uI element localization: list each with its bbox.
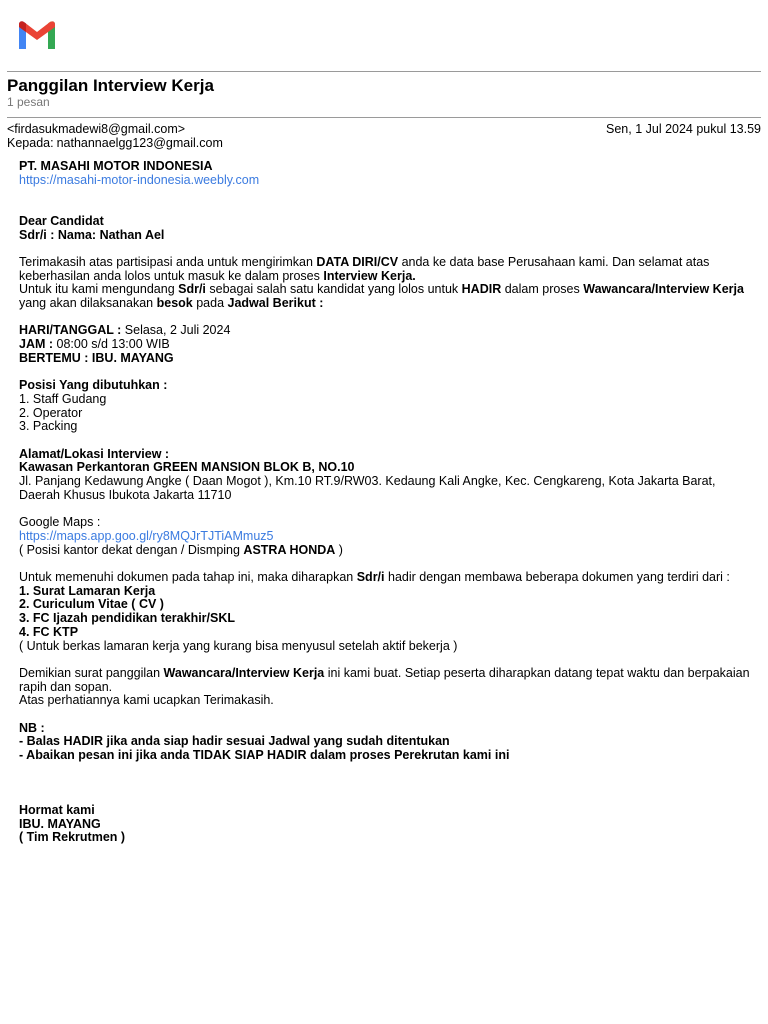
- greeting: Dear Candidat: [19, 213, 104, 228]
- email-body: [19, 160, 757, 845]
- recipient-address: nathannaelgg123@gmail.com: [56, 136, 223, 150]
- sender-address: <firdasukmadewi8@gmail.com>: [7, 122, 186, 136]
- schedule-date: HARI/TANGGAL : Selasa, 2 Juli 2024: [19, 323, 231, 338]
- header-divider-bottom: [7, 117, 761, 118]
- closing-thanks: Atas perhatiannya kami ucapkan Terimakasih.: [19, 693, 274, 708]
- message-count: 1 pesan: [7, 95, 50, 109]
- signature-line: ( Tim Rekrutmen ): [19, 830, 126, 845]
- documents-intro: Untuk memenuhi dokumen pada tahap ini, maka diharapkan Sdr/i hadir dengan membawa beberapa dokumen yang terdiri dari :: [19, 569, 730, 584]
- nb-item: - Balas HADIR jika anda siap hadir sesuai Jadwal yang sudah ditentukan: [19, 734, 450, 749]
- maps-link[interactable]: https://maps.app.goo.gl/ry8MQJrTJTiAMmuz5: [19, 528, 274, 543]
- location-title: Alamat/Lokasi Interview :: [19, 446, 170, 461]
- document-item: 1. Surat Lamaran Kerja: [19, 583, 156, 598]
- document-item: 3. FC Ijazah pendidikan terakhir/SKL: [19, 611, 236, 626]
- intro-paragraph: Terimakasih atas partisipasi anda untuk mengirimkan DATA DIRI/CV anda ke data base Perusahaan kami. Dan selamat atas keberhasilan anda lolos untuk masuk ke dalam proses Interview Kerja.: [19, 254, 710, 283]
- signature-line: IBU. MAYANG: [19, 816, 101, 831]
- nb-item: - Abaikan pesan ini jika anda TIDAK SIAP HADIR dalam proses Perekrutan kami ini: [19, 748, 510, 763]
- positions-title: Posisi Yang dibutuhkan :: [19, 378, 168, 393]
- header-divider-top: [7, 71, 761, 72]
- location-address: Jl. Panjang Kedawung Angke ( Daan Mogot ), Km.10 RT.9/RW03. Kedaung Kali Angke, Kec. Cengkareng, Kota Jakarta Barat, Daerah Khusus Ibukota Jakarta 11710: [19, 474, 716, 502]
- schedule-time: JAM : 08:00 s/d 13:00 WIB: [19, 337, 170, 352]
- invitation-paragraph: Untuk itu kami mengundang Sdr/i sebagai salah satu kandidat yang lolos untuk HADIR dalam proses Wawancara/Interview Kerja yang akan dilaksanakan besok pada Jadwal Berikut :: [19, 282, 744, 310]
- candidate-name-line: Sdr/i : Nama: Nathan Ael: [19, 227, 165, 242]
- email-subject: Panggilan Interview Kerja: [7, 76, 214, 95]
- nb-title: NB :: [19, 720, 45, 735]
- gmail-logo-icon: [16, 18, 58, 50]
- recipient-line: [7, 136, 223, 150]
- closing-paragraph: Demikian surat panggilan Wawancara/Interview Kerja ini kami buat. Setiap peserta diharapkan datang tepat waktu dan berpakaian rapih dan sopan.: [19, 665, 750, 694]
- documents-note: ( Untuk berkas lamaran kerja yang kurang bisa menyusul setelah aktif bekerja ): [19, 638, 458, 653]
- schedule-meet: BERTEMU : IBU. MAYANG: [19, 350, 174, 365]
- position-item: 1. Staff Gudang: [19, 391, 107, 406]
- position-item: 2. Operator: [19, 405, 83, 420]
- company-url-link[interactable]: https://masahi-motor-indonesia.weebly.com: [19, 172, 260, 187]
- signature-line: Hormat kami: [19, 802, 95, 817]
- sent-date: Sen, 1 Jul 2024 pukul 13.59: [606, 122, 761, 136]
- recipient-label: Kepada:: [7, 136, 54, 150]
- position-item: 3. Packing: [19, 419, 78, 434]
- document-item: 4. FC KTP: [19, 624, 79, 639]
- document-item: 2. Curiculum Vitae ( CV ): [19, 597, 164, 612]
- company-name: PT. MASAHI MOTOR INDONESIA: [19, 159, 213, 173]
- maps-note: ( Posisi kantor dekat dengan / Dismping ASTRA HONDA ): [19, 542, 343, 557]
- maps-label: Google Maps :: [19, 515, 101, 530]
- location-building: Kawasan Perkantoran GREEN MANSION BLOK B, NO.10: [19, 460, 355, 475]
